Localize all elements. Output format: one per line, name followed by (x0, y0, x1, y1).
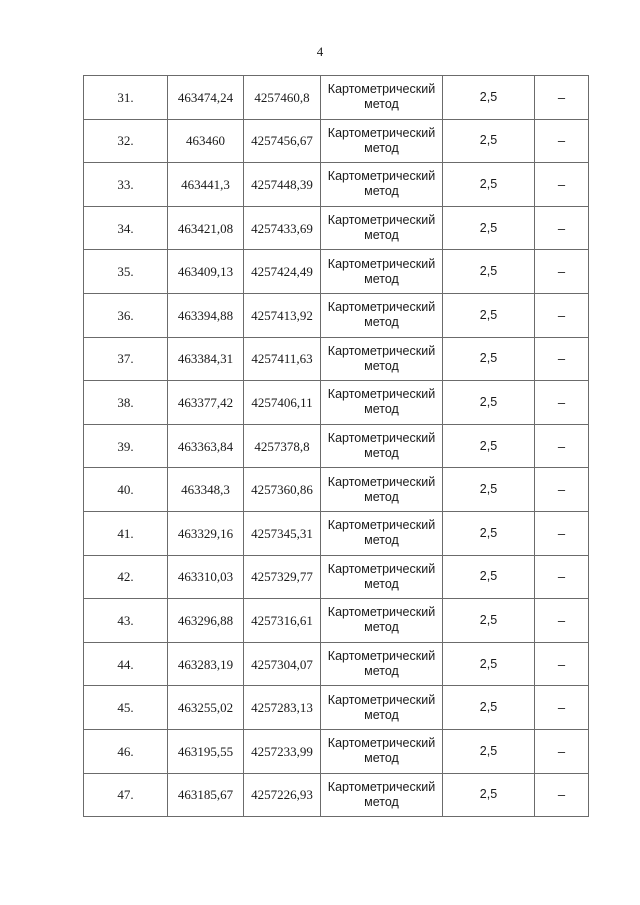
accuracy-cell: 2,5 (443, 642, 535, 686)
method-line1: Картометрический (327, 518, 436, 533)
method-line2: метод (364, 184, 399, 199)
accuracy-cell: 2,5 (443, 686, 535, 730)
method-line1: Картометрический (327, 474, 436, 489)
accuracy-cell: 2,5 (443, 293, 535, 337)
point-number-cell: 31. (84, 76, 168, 120)
note-cell: – (535, 468, 589, 512)
point-number-cell: 44. (84, 642, 168, 686)
accuracy-cell: 2,5 (443, 119, 535, 163)
accuracy-cell: 2,5 (443, 511, 535, 555)
point-number-cell: 39. (84, 424, 168, 468)
x-coordinate-cell: 463441,3 (168, 163, 244, 207)
table-row (84, 424, 589, 468)
method-line1: Картометрический (327, 256, 436, 271)
table-row (84, 76, 589, 120)
method-cell (321, 250, 443, 294)
method-line1: Картометрический (327, 125, 436, 140)
note-cell: – (535, 119, 589, 163)
point-number-cell: 47. (84, 773, 168, 817)
point-number-cell: 45. (84, 686, 168, 730)
note-cell: – (535, 642, 589, 686)
method-cell (321, 773, 443, 817)
y-coordinate-cell: 4257456,67 (244, 119, 321, 163)
method-line1: Картометрический (327, 169, 436, 184)
note-cell: – (535, 511, 589, 555)
method-line1: Картометрический (327, 300, 436, 315)
method-line2: метод (364, 402, 399, 417)
x-coordinate-cell: 463195,55 (168, 729, 244, 773)
y-coordinate-cell: 4257413,92 (244, 293, 321, 337)
method-cell (321, 511, 443, 555)
x-coordinate-cell: 463460 (168, 119, 244, 163)
y-coordinate-cell: 4257406,11 (244, 381, 321, 425)
table-row (84, 468, 589, 512)
accuracy-cell: 2,5 (443, 381, 535, 425)
method-cell (321, 119, 443, 163)
method-line2: метод (364, 533, 399, 548)
accuracy-cell: 2,5 (443, 729, 535, 773)
y-coordinate-cell: 4257233,99 (244, 729, 321, 773)
accuracy-cell: 2,5 (443, 468, 535, 512)
method-line2: метод (364, 751, 399, 766)
y-coordinate-cell: 4257448,39 (244, 163, 321, 207)
y-coordinate-cell: 4257378,8 (244, 424, 321, 468)
method-line2: метод (364, 358, 399, 373)
table-row (84, 511, 589, 555)
table-row (84, 599, 589, 643)
table-row (84, 642, 589, 686)
method-cell (321, 555, 443, 599)
point-number-cell: 34. (84, 206, 168, 250)
y-coordinate-cell: 4257226,93 (244, 773, 321, 817)
note-cell: – (535, 163, 589, 207)
y-coordinate-cell: 4257329,77 (244, 555, 321, 599)
note-cell: – (535, 76, 589, 120)
note-cell: – (535, 424, 589, 468)
point-number-cell: 35. (84, 250, 168, 294)
point-number-cell: 41. (84, 511, 168, 555)
x-coordinate-cell: 463310,03 (168, 555, 244, 599)
method-cell (321, 424, 443, 468)
x-coordinate-cell: 463348,3 (168, 468, 244, 512)
method-cell (321, 686, 443, 730)
method-line2: метод (364, 315, 399, 330)
method-line2: метод (364, 620, 399, 635)
method-cell (321, 337, 443, 381)
accuracy-cell: 2,5 (443, 555, 535, 599)
method-line1: Картометрический (327, 343, 436, 358)
method-cell (321, 381, 443, 425)
method-line1: Картометрический (327, 561, 436, 576)
x-coordinate-cell: 463296,88 (168, 599, 244, 643)
note-cell: – (535, 250, 589, 294)
point-number-cell: 46. (84, 729, 168, 773)
method-line1: Картометрический (327, 779, 436, 794)
y-coordinate-cell: 4257316,61 (244, 599, 321, 643)
table-row (84, 250, 589, 294)
point-number-cell: 32. (84, 119, 168, 163)
method-line1: Картометрический (327, 387, 436, 402)
method-line2: метод (364, 97, 399, 112)
method-line2: метод (364, 271, 399, 286)
method-cell (321, 163, 443, 207)
x-coordinate-cell: 463384,31 (168, 337, 244, 381)
method-line2: метод (364, 707, 399, 722)
table-body (84, 76, 589, 817)
table-row (84, 206, 589, 250)
point-number-cell: 36. (84, 293, 168, 337)
x-coordinate-cell: 463421,08 (168, 206, 244, 250)
method-line2: метод (364, 489, 399, 504)
method-line2: метод (364, 576, 399, 591)
method-cell (321, 206, 443, 250)
accuracy-cell: 2,5 (443, 337, 535, 381)
method-line2: метод (364, 140, 399, 155)
method-cell (321, 729, 443, 773)
note-cell: – (535, 293, 589, 337)
accuracy-cell: 2,5 (443, 250, 535, 294)
coordinates-table (83, 75, 589, 817)
method-line1: Картометрический (327, 736, 436, 751)
note-cell: – (535, 555, 589, 599)
point-number-cell: 33. (84, 163, 168, 207)
accuracy-cell: 2,5 (443, 76, 535, 120)
page-number: 4 (316, 44, 324, 59)
accuracy-cell: 2,5 (443, 773, 535, 817)
point-number-cell: 38. (84, 381, 168, 425)
method-line2: метод (364, 664, 399, 679)
y-coordinate-cell: 4257283,13 (244, 686, 321, 730)
y-coordinate-cell: 4257411,63 (244, 337, 321, 381)
point-number-cell: 42. (84, 555, 168, 599)
table-row (84, 293, 589, 337)
point-number-cell: 43. (84, 599, 168, 643)
x-coordinate-cell: 463185,67 (168, 773, 244, 817)
table-row (84, 773, 589, 817)
method-line2: метод (364, 446, 399, 461)
x-coordinate-cell: 463409,13 (168, 250, 244, 294)
note-cell: – (535, 599, 589, 643)
method-cell (321, 76, 443, 120)
x-coordinate-cell: 463363,84 (168, 424, 244, 468)
method-line1: Картометрический (327, 213, 436, 228)
y-coordinate-cell: 4257304,07 (244, 642, 321, 686)
y-coordinate-cell: 4257433,69 (244, 206, 321, 250)
accuracy-cell: 2,5 (443, 206, 535, 250)
method-line1: Картометрический (327, 649, 436, 664)
table-row (84, 686, 589, 730)
accuracy-cell: 2,5 (443, 424, 535, 468)
x-coordinate-cell: 463377,42 (168, 381, 244, 425)
method-line2: метод (364, 794, 399, 809)
x-coordinate-cell: 463255,02 (168, 686, 244, 730)
note-cell: – (535, 729, 589, 773)
note-cell: – (535, 206, 589, 250)
x-coordinate-cell: 463394,88 (168, 293, 244, 337)
y-coordinate-cell: 4257345,31 (244, 511, 321, 555)
table-row (84, 337, 589, 381)
note-cell: – (535, 686, 589, 730)
x-coordinate-cell: 463329,16 (168, 511, 244, 555)
note-cell: – (535, 337, 589, 381)
table-row (84, 555, 589, 599)
point-number-cell: 37. (84, 337, 168, 381)
table-row (84, 729, 589, 773)
method-cell (321, 293, 443, 337)
table-row (84, 381, 589, 425)
table-row (84, 163, 589, 207)
method-cell (321, 642, 443, 686)
method-line1: Картометрический (327, 692, 436, 707)
point-number-cell: 40. (84, 468, 168, 512)
method-line2: метод (364, 228, 399, 243)
table-row (84, 119, 589, 163)
x-coordinate-cell: 463283,19 (168, 642, 244, 686)
method-line1: Картометрический (327, 431, 436, 446)
accuracy-cell: 2,5 (443, 599, 535, 643)
y-coordinate-cell: 4257424,49 (244, 250, 321, 294)
method-line1: Картометрический (327, 82, 436, 97)
x-coordinate-cell: 463474,24 (168, 76, 244, 120)
accuracy-cell: 2,5 (443, 163, 535, 207)
note-cell: – (535, 773, 589, 817)
method-cell (321, 468, 443, 512)
note-cell: – (535, 381, 589, 425)
y-coordinate-cell: 4257460,8 (244, 76, 321, 120)
method-line1: Картометрический (327, 605, 436, 620)
y-coordinate-cell: 4257360,86 (244, 468, 321, 512)
method-cell (321, 599, 443, 643)
